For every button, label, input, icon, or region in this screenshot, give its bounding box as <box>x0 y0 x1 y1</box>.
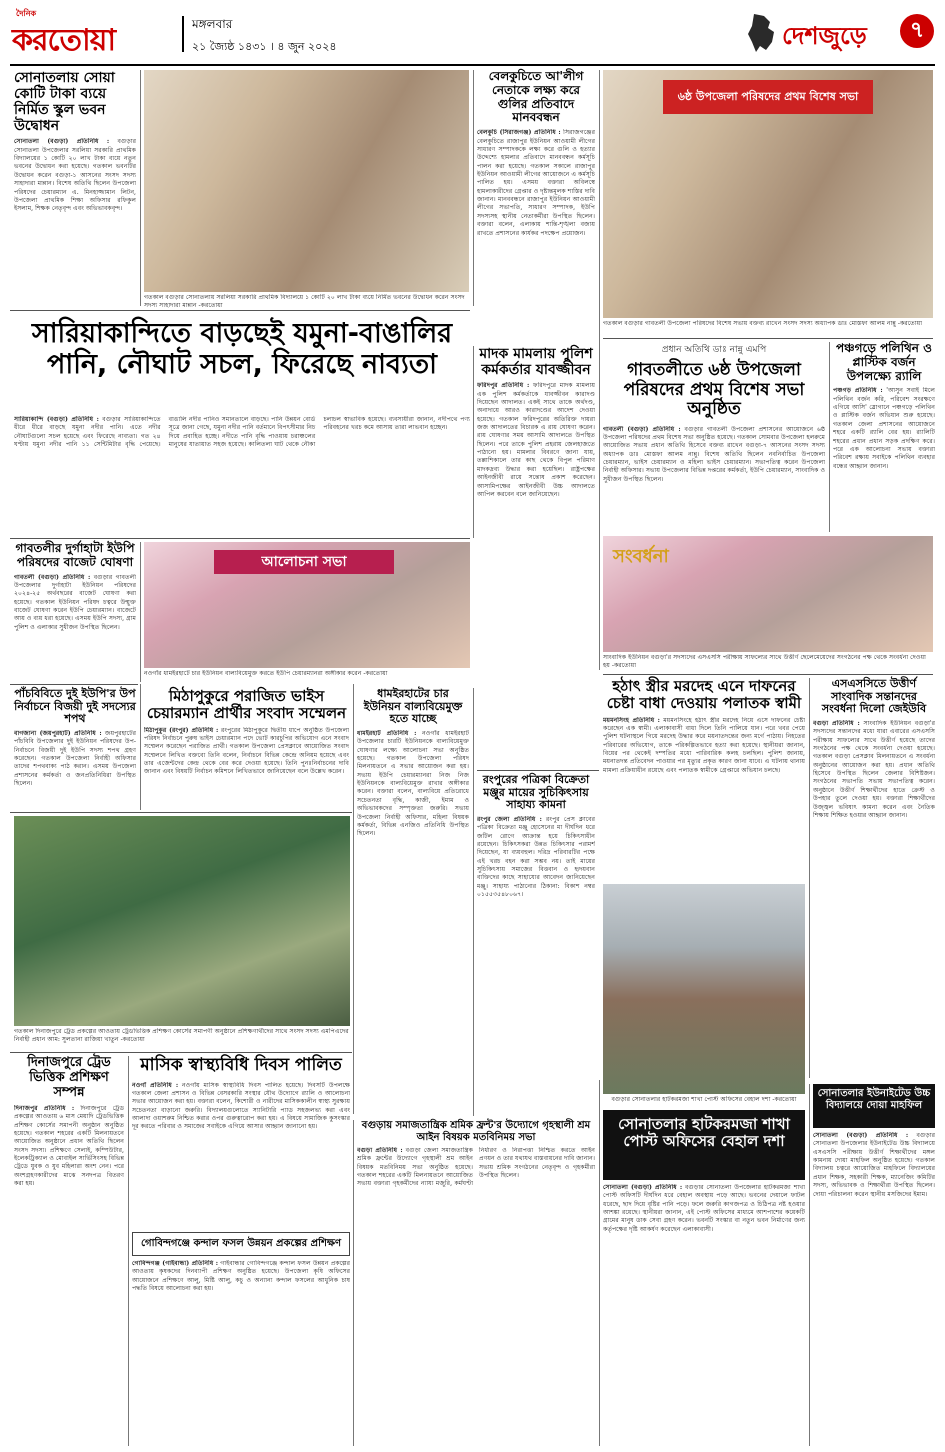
article-headline: ধামইরহাটের চার ইউনিয়ন বাল্যবিয়েমুক্ত হতে যাচ্ছে <box>363 687 463 726</box>
article-headline: পাঁচবিবিতে দুই ইউপি'র উপ নির্বাচনে বিজয়ী দুই সদস্যের শপথ <box>14 687 136 726</box>
page-number: ৭ <box>909 18 925 43</box>
column-divider <box>353 1120 354 1446</box>
logo-top: দৈনিক <box>16 9 37 18</box>
masthead-rule <box>10 64 935 66</box>
article-body <box>14 1105 124 1435</box>
article-text: জয়পুরহাটের পাঁচবিবি উপজেলার দুই ইউনিয়ন পরিষদের উপ-নির্বাচনে বিজয়ী দুই ইউপি সদস্য শপথ গ্রহণ করেছেন। গতকাল উপজেলা নির্বাহী অফিসার তাদের শপথবাক্য পাঠ করান। এসময় উপজেলা প্রশাসনের কর্মকর্তা ও জনপ্রতিনিধিরা উপস্থিত ছিলেন। <box>14 729 136 788</box>
article-headline: রংপুরের পত্রিকা বিক্রেতা মঞ্জুর মায়ের সুচিকিৎসায় সাহায্য কামনা <box>482 773 590 812</box>
page-number-badge <box>900 14 934 48</box>
masthead <box>10 6 935 64</box>
article-kicker: প্রধান অতিথি ডাঃ নান্নু এমপি <box>661 345 767 355</box>
article-text: বগুড়ার সারিয়াকান্দিতে ধীরে ধীরে বাড়ছে যমুনা নদীর পানি। এতে নদীর নৌঘাটগুলো সচল হয়েছে এবং ফিরেছে নাব্যতা। গত ২৪ ঘণ্টায় যমুনা নদীর পানি ১১ সেন্টিমিটার বৃদ্ধি পেয়েছে। বাঙালি নদীর পানিও সমানতালে বাড়ছে। পানি উন্নয়ন বোর্ড সূত্রে জানা গেছে, যমুনা নদীর পানি বর্তমানে বিপৎসীমার নিচ দিয়ে প্রবাহিত হচ্ছে। নদীতে পানি বৃদ্ধি পাওয়ায় চরাঞ্চলের মানুষের যাতায়াত সহজ হয়েছে। কালিতলা ঘাট থেকে নৌকা চলাচল স্বাভাবিক হয়েছে। ব্যবসায়ীরা জানান, নদীপথে পণ্য পরিবহনের খরচ কমে আসায় তারা লাভবান হচ্ছেন। <box>14 416 470 449</box>
article-text: বগুড়ার সোনাতলা উপজেলার হাটকরমজা শাখা পোস্ট অফিসটি দীর্ঘদিন ধরে বেহাল অবস্থায় পড়ে আছে। ভবনের দেয়ালে ফাটল ধরেছে, ছাদ দিয়ে বৃষ্টির পানি পড়ে। ফলে জরুরি কাগজপত্র ও চিঠিপত্র নষ্ট হওয়ার আশঙ্কা রয়েছে। স্থানীয়রা জানান, এই পোস্ট অফিসের মাধ্যমে আশপাশের কয়েকটি গ্রামের মানুষ ডাক সেবা গ্রহণ করেন। ভবনটি সংস্কার বা নতুন ভবন নির্মাণের জন্য কর্তৃপক্ষের দৃষ্টি আকর্ষণ করেছেন এলাকাবাসী। <box>603 1184 805 1233</box>
article-byline: সোনাতলা (বগুড়া) প্রতিনিধি : <box>603 1184 683 1191</box>
article-headline: গাবতলীর দুর্গাহাটা ইউপি পরিষদের বাজেট ঘোষণা <box>15 541 135 569</box>
logo <box>12 8 172 56</box>
article-text: বগুড়ার গাবতলী উপজেলার দুর্গাহাটা ইউনিয়ন পরিষদের ২০২৪-২৫ অর্থবছরের বাজেট ঘোষণা করা হয়েছে। গতকাল ইউনিয়ন পরিষদ চত্বরে উন্মুক্ত বাজেট ঘোষণা করেন ইউপি চেয়ারম্যান। বাজেটে আয় ও ব্যয় ধরা হয়েছে। এসময় ইউপি সদস্য, গ্রাম পুলিশ ও এলাকার সুধীজন উপস্থিত ছিলেন। <box>14 573 136 631</box>
article-body <box>813 720 935 1070</box>
column-divider <box>140 684 141 810</box>
article-post-office <box>603 1184 805 1446</box>
article-text: রংপুরের মিঠাপুকুরে দ্বিতীয় ধাপে অনুষ্ঠিত উপজেলা পরিষদ নির্বাচনে পুরুষ ভাইস চেয়ারম্যান পদে ভোট কারচুপির অভিযোগ এনে সংবাদ সম্মেলন করেছেন পরাজিত প্রার্থী। গতকাল উপজেলা প্রেসক্লাবে আয়োজিত সংবাদ সম্মেলনে লিখিত বক্তব্যে তিনি বলেন, নির্বাচনে বিভিন্ন কেন্দ্রে অনিয়ম হয়েছে এবং তার এজেন্টদের কেন্দ্র থেকে বের করে দেওয়া হয়েছে। তিনি পুনঃনির্বাচনের দাবি জানান এবং বিষয়টি নির্বাচন কমিশনে লিখিতভাবে জানিয়েছেন বলে উল্লেখ করেন। <box>144 726 349 776</box>
article-text: বগুড়ার গাবতলী উপজেলা প্রশাসনের আয়োজনে ৬ষ্ঠ উপজেলা পরিষদের প্রথম বিশেষ সভা অনুষ্ঠিত হয়েছে। গতকাল সোমবার উপজেলা হলরুমে আয়োজিত সভায় প্রধান অতিথি হিসেবে বক্তব্য রাখেন বগুড়া-৭ আসনের সংসদ সদস্য অধ্যাপক ডাঃ মোস্তফা আলম নান্নু। বিশেষ অতিথি ছিলেন নবনির্বাচিত উপজেলা চেয়ারম্যান, ভাইস চেয়ারম্যান ও মহিলা ভাইস চেয়ারম্যান। সভাপতিত্ব করেন উপজেলা নির্বাহী অফিসার। সভায় উপজেলার বিভিন্ন দপ্তরের কর্মকর্তা, ইউপি চেয়ারম্যান, সাংবাদিক ও সুধীজন উপস্থিত ছিলেন। <box>603 425 825 483</box>
sangbardhana-photo <box>603 536 933 652</box>
article-headline: মিঠাপুকুরে পরাজিত ভাইস চেয়ারম্যান প্রার্থীর সংবাদ সম্মেলন <box>146 687 347 723</box>
article-dinajpur <box>14 1056 124 1446</box>
column-divider <box>829 342 830 532</box>
article-body <box>477 816 595 1066</box>
column-divider <box>809 1084 810 1446</box>
article-text: সিরাজগঞ্জের বেলকুচিতে রাজাপুর ইউনিয়ন আওয়ামী লীগের সাধারণ সম্পাদককে লক্ষ্য করে গুলি ও হত্যার উদ্দেশ্যে হামলার প্রতিবাদে মানববন্ধন কর্মসূচি পালন করা হয়েছে। গতকাল সকালে রাজাপুর ইউনিয়ন আওয়ামী লীগের আয়োজনে এ কর্মসূচি পালিত হয়। এসময় বক্তারা অবিলম্বে হামলাকারীদের গ্রেপ্তার ও দৃষ্টান্তমূলক শাস্তির দাবি জানান। মানববন্ধনে রাজাপুর ইউনিয়ন আওয়ামী লীগের সভাপতি, সাধারণ সম্পাদক, ইউপি সদস্যসহ স্থানীয় নেতাকর্মীরা উপস্থিত ছিলেন। বক্তারা বলেন, এলাকায় শান্তি-শৃঙ্খলা বজায় রাখতে প্রশাসনের কার্যকর পদক্ষেপ প্রয়োজন। <box>477 129 595 237</box>
masthead-divider <box>182 16 184 52</box>
article-text: ফরিদপুরে মাদক মামলায় এক পুলিশ কর্মকর্তাকে যাবজ্জীবন কারাদণ্ড দিয়েছেন আদালত। একই সাথে তাকে অর্থদণ্ড, অনাদায়ে আরও কারাদণ্ডের আদেশ দেওয়া হয়েছে। গতকাল ফরিদপুরের অতিরিক্ত দায়রা জজ আদালতের বিচারক এ রায় ঘোষণা করেন। রায় ঘোষণার সময় আসামি আদালতে উপস্থিত ছিলেন। পরে তাকে পুলিশ প্রহরায় জেলহাজতে পাঠানো হয়। মামলার বিবরণে জানা যায়, তল্লাশিকালে তার কাছ থেকে বিপুল পরিমাণ মাদকদ্রব্য উদ্ধার করা হয়েছিল। রাষ্ট্রপক্ষের আইনজীবী রায়ে সন্তোষ প্রকাশ করেছেন। আসামিপক্ষের আইনজীবী উচ্চ আদালতে আপিল করবেন বলে জানিয়েছেন। <box>477 382 595 498</box>
article-gobindaganj <box>132 1260 350 1446</box>
article-headline: এসএসসিতে উত্তীর্ণ সাংবাদিক সন্তানদের সংবর্ধনা দিলো জেইউবি <box>821 677 927 716</box>
column-divider <box>140 70 141 306</box>
post-office-caption: বগুড়ার সোনাতলার হাটকরমজা শাখা পোস্ট অফিসের বেহাল দশা -করতোয়া <box>611 1096 797 1103</box>
article-byline: ময়মনসিংহ প্রতিনিধি : <box>603 716 660 724</box>
article-panchagarh <box>833 342 935 530</box>
article-headline: গাবতলীতে ৬ষ্ঠ উপজেলা পরিষদের প্রথম বিশেষ সভা অনুষ্ঠিত <box>623 360 805 420</box>
gabtali-meeting-caption: গতকাল বগুড়ার গাবতলী উপজেলা পরিষদের বিশেষ সভায় বক্তব্য রাখেন সংসদ সদস্য অধ্যাপক ডাঃ মোস্তফা আলম নান্নু -করতোয়া <box>603 320 923 327</box>
photo-banner: ৬ষ্ঠ উপজেলা পরিষদের প্রথম বিশেষ সভা <box>663 80 873 114</box>
sonatola-photo <box>144 70 469 292</box>
dinajpur-photo-caption: গতকাল দিনাজপুরে ট্রেড প্রকল্পের আওতায় ট্রেডভিত্তিক প্রশিক্ষণ কোর্সের সমাপণী অনুষ্ঠানে প্রশিক্ষণার্থীদের সাথে সংসদ সদস্য এমপিএদের নির্বাহী প্রধান আম: সুলতানা রাজিয়া খাতুন -করতোয়া <box>14 1028 349 1044</box>
masthead-day: মঙ্গলবার <box>192 17 233 31</box>
article-body <box>813 1132 935 1446</box>
column-divider <box>599 70 600 670</box>
section-rule <box>10 684 138 685</box>
article-byline: সোনাতলা (বগুড়া) প্রতিনিধি : <box>14 138 110 146</box>
post-office-headline-box <box>603 1110 805 1180</box>
article-body <box>14 730 136 794</box>
article-headline: দিনাজপুরে ট্রেড ভিত্তিক প্রশিক্ষণ সম্পন্ন <box>27 1055 111 1100</box>
section-rule <box>603 674 933 675</box>
article-text: বগুড়ার সোনাতলা উপজেলার সরলিয়া সরকারি প্রাথমিক বিদ্যালয়ের ১ কোটি ২০ লাখ টাকা ব্যয়ে নতুন ভবনের উদ্বোধন করা হয়েছে। গতকাল ভবনটির উদ্বোধন করেন বগুড়া-১ আসনের সংসদ সদস্য সাহাদারা মান্নান। বিশেষ অতিথি ছিলেন উপজেলা পরিষদের চেয়ারম্যান এ. মিনহাজ্জামান লিটন, উপজেলা প্রাথমিক শিক্ষা অফিসার রফিকুল ইসলাম, শিক্ষক নেতৃবৃন্দ এবং অভিভাবকবৃন্দ। <box>14 138 136 213</box>
article-byline: বগুড়া প্রতিনিধি : <box>357 1147 403 1154</box>
article-byline: নওগাঁ প্রতিনিধি : <box>132 1081 179 1089</box>
article-text: নওগাঁয় মাসিক স্বাস্থ্যবিধি দিবস পালিত হয়েছে। দিবসটি উপলক্ষে গতকাল জেলা প্রশাসন ও বিভিন্ন বেসরকারি সংস্থার যৌথ উদ্যোগে র‍্যালি ও আলোচনা সভার আয়োজন করা হয়। বক্তারা বলেন, কিশোরী ও নারীদের মাসিককালীন স্বাস্থ্য সুরক্ষায় সচেতনতা বাড়ানো জরুরি। বিদ্যালয়গুলোতে স্যানিটারি প্যাড সহজলভ্য করা এবং আলাদা ওয়াশরুম নিশ্চিত করার ওপর গুরুত্বারোপ করা হয়। এ বিষয়ে সামাজিক কুসংস্কার দূর করতে পরিবার ও সমাজের সবাইকে এগিয়ে আসার আহ্বান জানানো হয়। <box>132 1081 350 1131</box>
article-sonatola-school <box>14 70 136 306</box>
article-byline: সোনাতলা (বগুড়া) প্রতিনিধি : <box>813 1132 909 1139</box>
article-headline: সোনাতলার হাটকরমজা শাখা পোস্ট অফিসের বেহাল দশা <box>618 1115 790 1151</box>
photo-banner: আলোচনা সভা <box>214 550 394 574</box>
column-divider <box>140 542 141 682</box>
article-byline: গাবতলী (বগুড়া) প্রতিনিধি : <box>14 573 91 581</box>
article-text: বগুড়ার সোনাতলা উপজেলার ইউনাইটেড উচ্চ বিদ্যালয়ে এসএসসি পরীক্ষায় উত্তীর্ণ শিক্ষার্থীদের মঙ্গল কামনায় দোয়া মাহফিল অনুষ্ঠিত হয়েছে। গতকাল বিদ্যালয় চত্বরে আয়োজিত মাহফিলে বিদ্যালয়ের প্রধান শিক্ষক, সহকারী শিক্ষক, ম্যানেজিং কমিটির সদস্য, অভিভাবক ও শিক্ষার্থীরা উপস্থিত ছিলেন। দোয়া পরিচালনা করেন স্থানীয় মসজিদের ইমাম। <box>813 1132 935 1198</box>
column-divider <box>473 70 474 306</box>
article-gabtali-meeting <box>603 342 825 530</box>
article-body <box>132 1082 350 1206</box>
article-rangpur <box>477 774 595 1074</box>
column-divider <box>473 346 474 538</box>
article-headline: মাসিক স্বাস্থ্যবিধি দিবস পালিত <box>140 1055 342 1075</box>
section-rule <box>10 812 352 813</box>
section-rule <box>10 538 470 539</box>
article-headline: মাদক মামলায় পুলিশ কর্মকর্তার যাবজ্জীবন <box>479 346 593 379</box>
article-byline: সারিয়াকান্দি (বগুড়া) প্রতিনিধি : <box>14 416 99 423</box>
article-dhamoirhat <box>357 688 469 1116</box>
article-byline: ফরিদপুর প্রতিনিধি : <box>477 382 530 390</box>
column-divider <box>809 678 810 1078</box>
article-headline: বগুড়ায় সমাজতান্ত্রিক শ্রমিক ফ্রন্ট'র উদ্যোগে গৃহস্থালী শ্রম আইন বিষয়ক মতবিনিময় সভা <box>361 1120 591 1143</box>
article-panchbibi <box>14 688 136 806</box>
article-byline: মিঠাপুকুর (রংপুর) প্রতিনিধি : <box>144 726 219 734</box>
column-divider <box>128 1056 129 1446</box>
logo-main: করতোয়া <box>12 23 116 58</box>
article-text: গাইবান্ধার গোবিন্দগঞ্জে কন্দাল ফসল উন্নয়ন প্রকল্পের আওতায় কৃষকদের দিনব্যাপী প্রশিক্ষণ অনুষ্ঠিত হয়েছে। উপজেলা কৃষি অফিসের আয়োজনে প্রশিক্ষণে আলু, মিষ্টি আলু, কচু ও অন্যান্য কন্দাল ফসলের আধুনিক চাষ পদ্ধতি বিষয়ে আলোচনা করা হয়। <box>132 1260 350 1293</box>
article-text: ময়মনসিংহে হঠাৎ স্ত্রীর মরদেহ নিয়ে এসে দাফনের চেষ্টা করেছেন এক স্বামী। এলাকাবাসী বাধা দিলে তিনি পালিয়ে যান। পরে খবর পেয়ে পুলিশ ঘটনাস্থলে গিয়ে মরদেহ উদ্ধার করে ময়নাতদন্তের জন্য মর্গে পাঠায়। নিহতের পরিবারের অভিযোগ, তাকে পরিকল্পিতভাবে হত্যা করা হয়েছে। স্থানীয়রা জানান, বিয়ের পর থেকেই দম্পতির মধ্যে পারিবারিক কলহ চলছিল। পুলিশ জানায়, ময়নাতদন্ত প্রতিবেদন পাওয়ার পর মৃত্যুর প্রকৃত কারণ জানা যাবে। এ ঘটনায় থানায় মামলা প্রক্রিয়াধীন রয়েছে এবং পলাতক স্বামীকে গ্রেপ্তারে অভিযান চলছে। <box>603 716 805 774</box>
article-text: 'আসুন সবাই মিলে পলিথিন বর্জন করি, পরিবেশ সংরক্ষণে এগিয়ে আসি' স্লোগানে পঞ্চগড়ে পলিথিন ও প্লাস্টিক বর্জন অভিযান শুরু হয়েছে। গতকাল জেলা প্রশাসনের আয়োজনে শহরে একটি র‍্যালি বের হয়। র‍্যালিটি শহরের প্রধান প্রধান সড়ক প্রদক্ষিণ করে। পরে এক আলোচনা সভায় বক্তারা পরিবেশ রক্ষায় সবাইকে পলিথিন ব্যবহার বন্ধের আহ্বান জানান। <box>833 387 935 470</box>
article-byline: বাগজানা (জয়পুরহাট) প্রতিনিধি : <box>14 729 102 737</box>
article-sariakandi <box>14 416 470 534</box>
alochona-photo-caption: নওগাঁর ধামইরহাটে চার ইউনিয়ন বাল্যবিয়েমুক্ত করতে ইউপি চেয়ারম্যানরা অঙ্গীকার করেন -করতোয়া <box>144 670 388 677</box>
article-byline: পঞ্চগড় প্রতিনিধি : <box>833 387 883 395</box>
masthead-date: ২১ জ্যৈষ্ঠ ১৪৩১ । ৪ জুন ২০২৪ <box>192 40 337 53</box>
dinajpur-photo <box>14 816 350 1026</box>
gobindaganj-headline-box <box>132 1232 350 1256</box>
article-byline: গাবতলী (বগুড়া) প্রতিনিধি : <box>603 425 681 433</box>
article-headline: পঞ্চগড়ে পলিথিন ও প্লাস্টিক বর্জন উপলক্ষ্যে র‍্যালি <box>836 341 932 383</box>
sangbardhana-caption: সাংবাদিক ইউনিয়ন বগুড়া'র সদস্যদের এসএসসি পরীক্ষায় সাফল্যের সাথে উত্তীর্ণ ছেলেমেয়েদের সংগঠনের পক্ষ থেকে সংবর্ধনা দেওয়া হয় -করতোয়া <box>603 654 926 670</box>
section-rule <box>603 338 933 339</box>
article-byline: বেলকুচি (সিরাজগঞ্জ) প্রতিনিধি : <box>477 129 561 137</box>
article-hathat <box>603 678 805 878</box>
article-gabtali-budget <box>14 542 136 672</box>
article-body <box>603 1184 805 1446</box>
article-headline: বেলকুচিতে আ'লীগ নেতাকে লক্ষ্য করে গুলির প্রতিবাদে মানববন্ধন <box>488 69 584 125</box>
article-byline: রংপুর জেলা প্রতিনিধি : <box>477 815 542 823</box>
article-headline: সোনাতলায় সোয়া কোটি টাকা ব্যয়ে নির্মিত স্কুল ভবন উদ্বোধন <box>14 70 115 135</box>
article-text: নওগাঁর ধামইরহাট উপজেলার চারটি ইউনিয়নকে বাল্যবিয়েমুক্ত ঘোষণার লক্ষ্যে আলোচনা সভা অনুষ্ঠিত হয়েছে। গতকাল উপজেলা পরিষদ মিলনায়তনে এ সভার আয়োজন করা হয়। সভায় ইউপি চেয়ারম্যানরা নিজ নিজ ইউনিয়নকে বাল্যবিয়েমুক্ত রাখার অঙ্গীকার করেন। বক্তারা বলেন, বাল্যবিয়ে প্রতিরোধে সচেতনতা বৃদ্ধি, কাজী, ইমাম ও অভিভাবকদের সম্পৃক্ততা জরুরি। সভায় উপজেলা নির্বাহী অফিসার, মহিলা বিষয়ক কর্মকর্তা, বিভিন্ন এনজিও প্রতিনিধি উপস্থিত ছিলেন। <box>357 729 469 838</box>
article-byline: ধামইরহাট প্রতিনিধি : <box>357 729 417 737</box>
article-bogura-workers <box>357 1120 595 1446</box>
section-rule <box>477 770 599 771</box>
sariakandi-headline: সারিয়াকান্দিতে বাড়ছেই যমুনা-বাঙালির পানি, নৌঘাট সচল, ফিরেছে নাব্যতা <box>31 318 453 381</box>
article-body <box>477 382 595 742</box>
article-body <box>144 727 349 803</box>
article-mithapukur <box>144 688 349 808</box>
united-school-headline-box <box>813 1084 935 1128</box>
article-text: দিনাজপুরে ট্রেড প্রকল্পের আওতায় ৬ মাস মেয়াদি ট্রেডভিত্তিক প্রশিক্ষণ কোর্সের সমাপনী অনুষ্ঠান অনুষ্ঠিত হয়েছে। গতকাল শহরের একটি মিলনায়তনে আয়োজিত অনুষ্ঠানে প্রধান অতিথি ছিলেন সংসদ সদস্য। প্রশিক্ষণে সেলাই, কম্পিউটার, ইলেকট্রিক্যাল ও মোবাইল সার্ভিসিংসহ বিভিন্ন ট্রেডে যুবক ও যুব মহিলারা অংশ নেন। পরে অংশগ্রহণকারীদের মাঝে সনদপত্র বিতরণ করা হয়। <box>14 1104 124 1188</box>
article-headline: গোবিন্দগঞ্জে কন্দাল ফসল উন্নয়ন প্রকল্পের প্রশিক্ষণ <box>140 1238 342 1249</box>
article-belkuchi <box>477 70 595 340</box>
article-body <box>357 1147 595 1427</box>
sonatola-photo-caption: গতকাল বগুড়ার সোনাতলায় সরলিয়া সরকারি প্রাথমিক বিদ্যালয়ে ১ কোটি ২০ লাখ টাকা ব্যয়ে নির্মিত ভবনের উদ্বোধন করেন সংসদ সদস্য সাহাদারা মান্নান -করতোয়া <box>144 294 465 308</box>
article-body <box>833 387 935 519</box>
article-masik <box>132 1056 350 1226</box>
article-madok <box>477 346 595 766</box>
section-rule <box>10 310 470 311</box>
article-text: সাংবাদিক ইউনিয়ন বগুড়া'র সদস্যদের সন্তানদের মধ্যে যারা এবারের এসএসসি পরীক্ষায় সাফল্যের সাথে উত্তীর্ণ হয়েছে তাদের সংগঠনের পক্ষ থেকে সংবর্ধনা দেওয়া হয়েছে। গতকাল বগুড়া প্রেসক্লাব মিলনায়তনে এ সংবর্ধনা অনুষ্ঠানের আয়োজন করা হয়। প্রধান অতিথি হিসেবে উপস্থিত ছিলেন জেলার বিশিষ্টজন। সংগঠনের সভাপতি সভায় সভাপতিত্ব করেন। অনুষ্ঠানে উত্তীর্ণ শিক্ষার্থীদের হাতে ক্রেস্ট ও উপহার তুলে দেওয়া হয়। বক্তারা শিক্ষার্থীদের উজ্জ্বল ভবিষ্যৎ কামনা করেন এবং নৈতিক শিক্ষায় শিক্ষিত হওয়ার আহ্বান জানান। <box>813 719 935 819</box>
section-rule <box>10 1052 352 1053</box>
column-divider <box>599 1080 600 1446</box>
article-body <box>603 717 805 867</box>
photo-banner: সংবর্ধনা <box>613 546 669 567</box>
article-body <box>14 416 470 534</box>
article-body <box>14 138 136 304</box>
column-divider <box>353 684 354 1114</box>
article-byline: দিনাজপুর প্রতিনিধি : <box>14 1104 75 1112</box>
article-united-school <box>813 1132 935 1446</box>
post-office-photo <box>603 884 805 1094</box>
section-title: দেশজুড়ে <box>782 22 867 50</box>
bangladesh-map-icon <box>746 12 778 54</box>
gabtali-meeting-photo <box>603 70 933 318</box>
article-body <box>477 129 595 339</box>
column-divider <box>473 688 474 1116</box>
article-byline: বগুড়া প্রতিনিধি : <box>813 719 860 727</box>
article-text: রংপুর প্রেস ক্লাবের পত্রিকা বিক্রেতা মঞ্জু হোসেনের মা দীর্ঘদিন ধরে জটিল রোগে আক্রান্ত হয়ে চিকিৎসাধীন রয়েছেন। চিকিৎসকরা উন্নত চিকিৎসার পরামর্শ দিয়েছেন, যা ব্যয়বহুল। দরিদ্র পরিবারটির পক্ষে এই খরচ বহন করা সম্ভব নয়। তাই মায়ের সুচিকিৎসায় সমাজের বিত্তবান ও হৃদয়বান ব্যক্তিদের কাছে সাহায্যের আবেদন জানিয়েছেন মঞ্জু। সাহায্য পাঠানোর ঠিকানা: বিকাশ নম্বর ০১৫৫৩৫৪৮০৬৭। <box>477 815 595 899</box>
article-body <box>357 730 469 1110</box>
article-body <box>14 574 136 654</box>
article-body <box>132 1260 350 1446</box>
article-headline: হঠাৎ স্ত্রীর মরদেহ এনে দাফনের চেষ্টা বাধা দেওয়ায় পলাতক স্বামী <box>606 677 802 713</box>
article-ssc <box>813 678 935 1078</box>
article-body <box>603 426 825 546</box>
article-headline: সোনাতলার ইউনাইটেড উচ্চ বিদ্যালয়ে দোয়া মাহফিল <box>817 1088 931 1111</box>
article-byline: গোবিন্দগঞ্জ (গাইবান্ধা) প্রতিনিধি : <box>132 1260 218 1267</box>
article-text: বগুড়া জেলা সমাজতান্ত্রিক শ্রমিক ফ্রন্টের উদ্যোগে গৃহস্থালী শ্রম আইন বিষয়ক মতবিনিময় সভা অনুষ্ঠিত হয়েছে। গতকাল শহরের একটি মিলনায়তনে আয়োজিত সভায় বক্তারা গৃহকর্মীদের ন্যায্য মজুরি, কর্মঘণ্টা নির্ধারণ ও নিরাপত্তা নিশ্চিত করতে আইন প্রণয়ন ও তার যথাযথ বাস্তবায়নের দাবি জানান। সভায় শ্রমিক সংগঠনের নেতৃবৃন্দ ও গৃহকর্মীরা উপস্থিত ছিলেন। <box>357 1147 595 1188</box>
alochona-photo <box>144 542 470 668</box>
